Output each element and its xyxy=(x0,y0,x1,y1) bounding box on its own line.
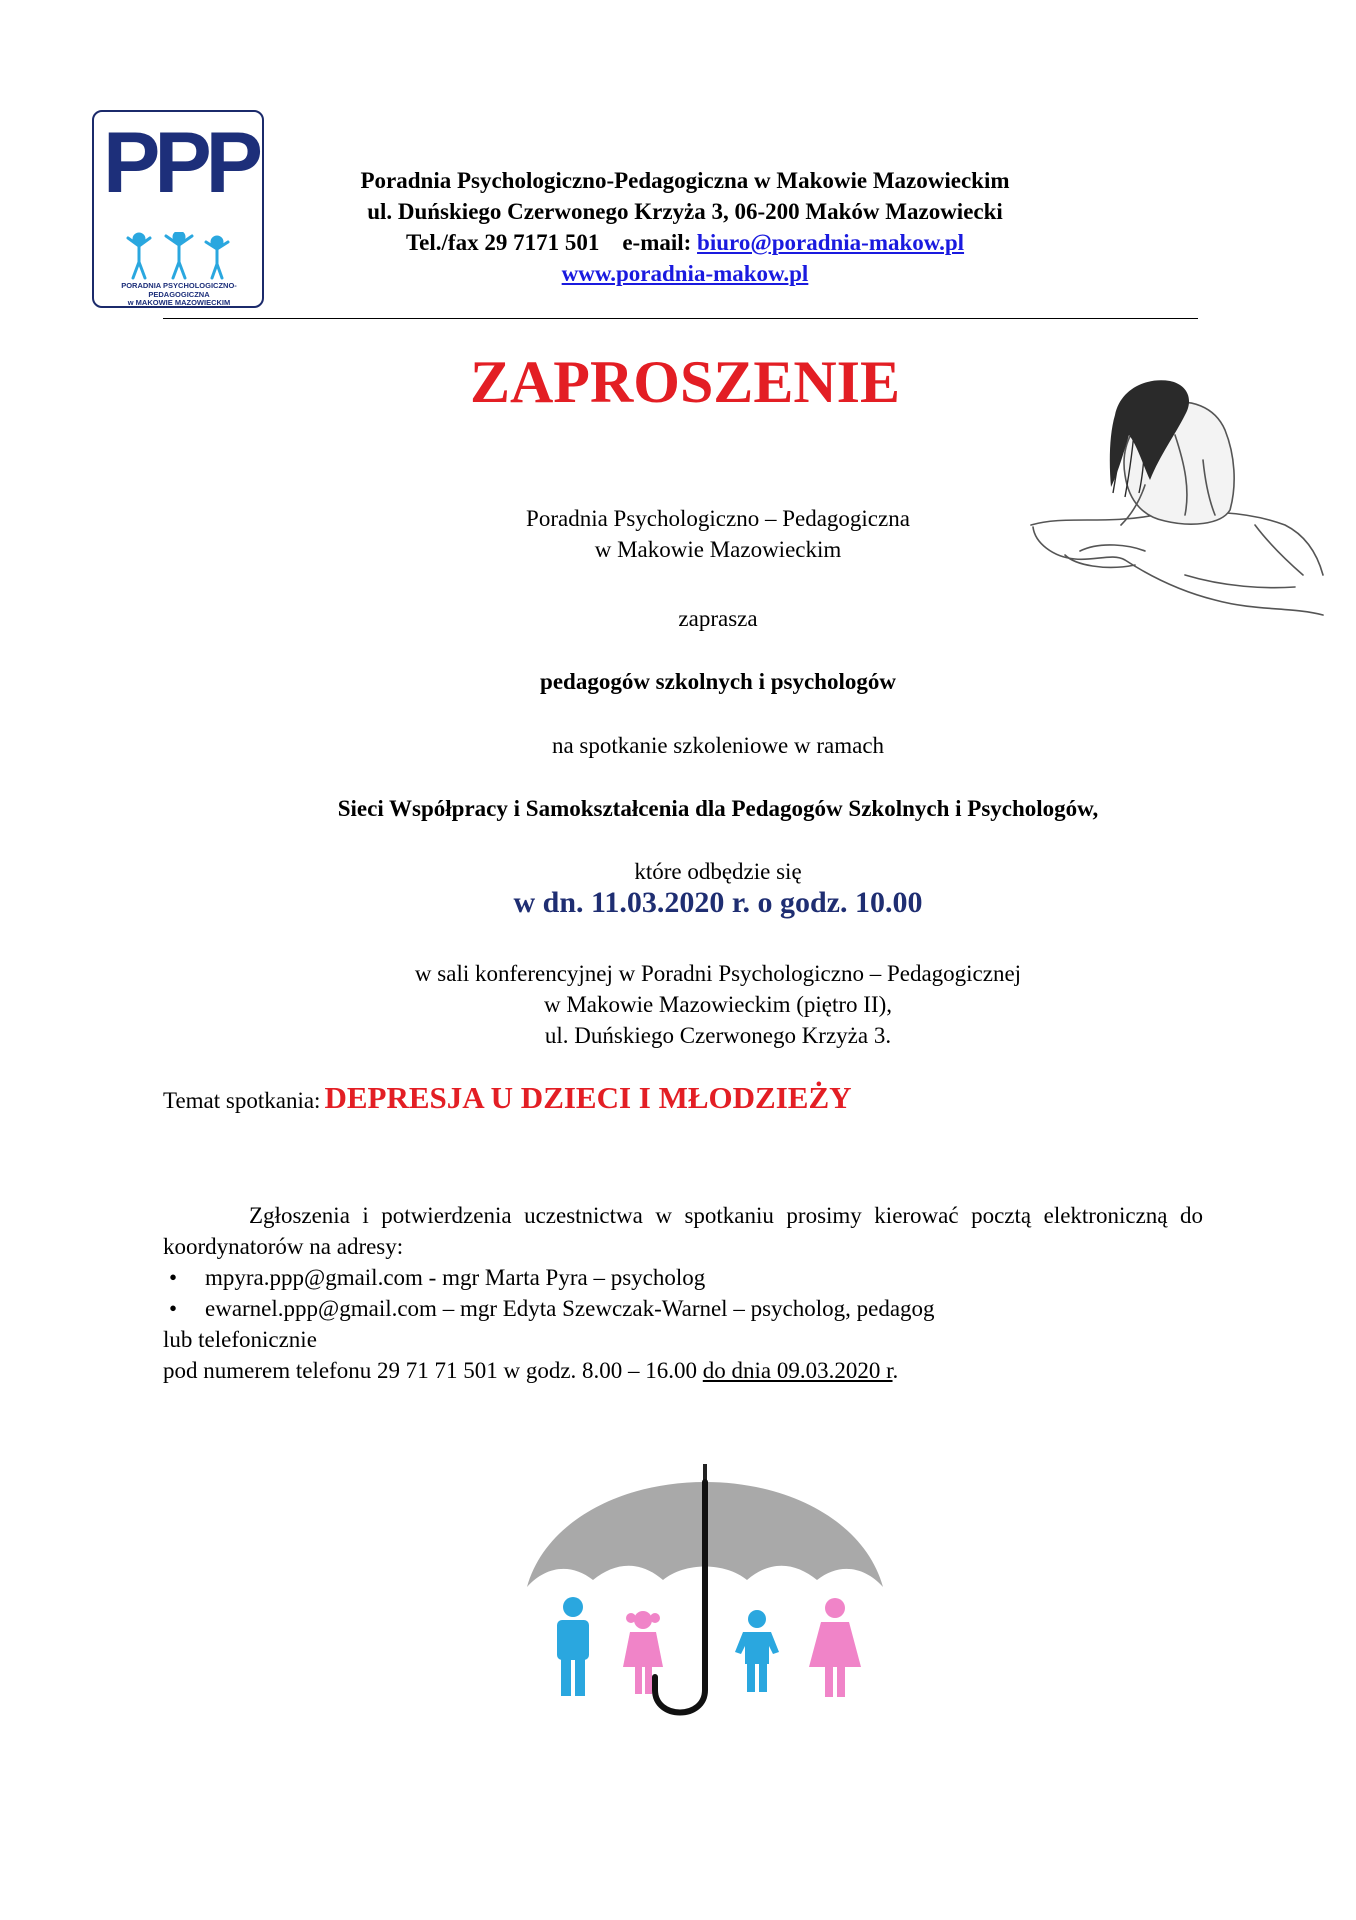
sentence-end: . xyxy=(892,1358,899,1383)
letterhead-email-label: e-mail: xyxy=(622,230,692,255)
logo-caption-line2: w MAKOWIE MAZOWIECKIM xyxy=(127,298,231,308)
registration-intro: Zgłoszenia i potwierdzenia uczestnictwa w spotkaniu prosimy kierować pocztą elektroniczną do koordynatorów na adresy: xyxy=(163,1203,1203,1259)
or-phone-text: lub telefonicznie xyxy=(163,1327,317,1352)
deadline: do dnia 09.03.2020 r xyxy=(702,1358,893,1383)
topic-value: DEPRESJA U DZIECI I MŁODZIEŻY xyxy=(324,1080,852,1115)
logo-caption xyxy=(98,282,260,308)
letterhead-contact-line xyxy=(270,227,1100,258)
ppp-logo xyxy=(92,110,264,308)
topic-line xyxy=(163,1080,1213,1116)
logo-children-icon xyxy=(124,232,234,280)
website-link[interactable]: www.poradnia-makow.pl xyxy=(561,261,809,286)
will-take-place-text: które odbędzie się xyxy=(634,859,802,884)
registration-info xyxy=(163,1200,1203,1386)
coordinator-item: • ewarnel.ppp@gmail.com – mgr Edyta Szewczak-Warnel – psycholog, pedagog xyxy=(163,1293,1203,1324)
purpose-text: na spotkanie szkoleniowe w ramach xyxy=(551,733,885,758)
organizer-line1: Poradnia Psychologiczno – Pedagogiczna xyxy=(526,506,910,531)
logo-caption-line1: PORADNIA PSYCHOLOGICZNO-PEDAGOGICZNA xyxy=(121,281,237,299)
logo-letters: PPP xyxy=(102,115,258,211)
organizer-block xyxy=(163,503,1273,565)
phone-text: pod numerem telefonu 29 71 71 501 w godz. 8.00 – 16.00 xyxy=(163,1358,703,1383)
letterhead-line2: ul. Duńskiego Czerwonego Krzyża 3, 06-200 Maków Mazowiecki xyxy=(367,199,1003,224)
umbrella-family-icon xyxy=(525,1462,885,1727)
coordinator-item: • mpyra.ppp@gmail.com - mgr Marta Pyra – psycholog xyxy=(163,1262,1203,1293)
letterhead xyxy=(270,165,1100,289)
phone-deadline-line xyxy=(163,1355,1203,1386)
header-divider xyxy=(163,318,1198,319)
letterhead-line1: Poradnia Psychologiczno-Pedagogiczna w Makowie Mazowieckim xyxy=(360,168,1010,193)
organizer-line2: w Makowie Mazowieckim xyxy=(594,537,842,562)
email-link[interactable]: biuro@poradnia-makow.pl xyxy=(697,230,965,255)
invites-text: zaprasza xyxy=(678,606,758,631)
venue-line1: w sali konferencyjnej w Poradni Psychologiczno – Pedagogicznej xyxy=(414,961,1022,986)
letterhead-phone: Tel./fax 29 7171 501 xyxy=(405,230,600,255)
event-date: w dn. 11.03.2020 r. o godz. 10.00 xyxy=(513,886,923,919)
audience-text: pedagogów szkolnych i psychologów xyxy=(540,669,896,694)
topic-label: Temat spotkania: xyxy=(163,1088,321,1113)
venue-line2: w Makowie Mazowieckim (piętro II), xyxy=(543,992,893,1017)
venue-block xyxy=(163,958,1273,1051)
page-title: ZAPROSZENIE xyxy=(469,349,901,415)
venue-line3: ul. Duńskiego Czerwonego Krzyża 3. xyxy=(544,1023,892,1048)
network-name: Sieci Współpracy i Samokształcenia dla Pedagogów Szkolnych i Psychologów, xyxy=(337,796,1099,821)
